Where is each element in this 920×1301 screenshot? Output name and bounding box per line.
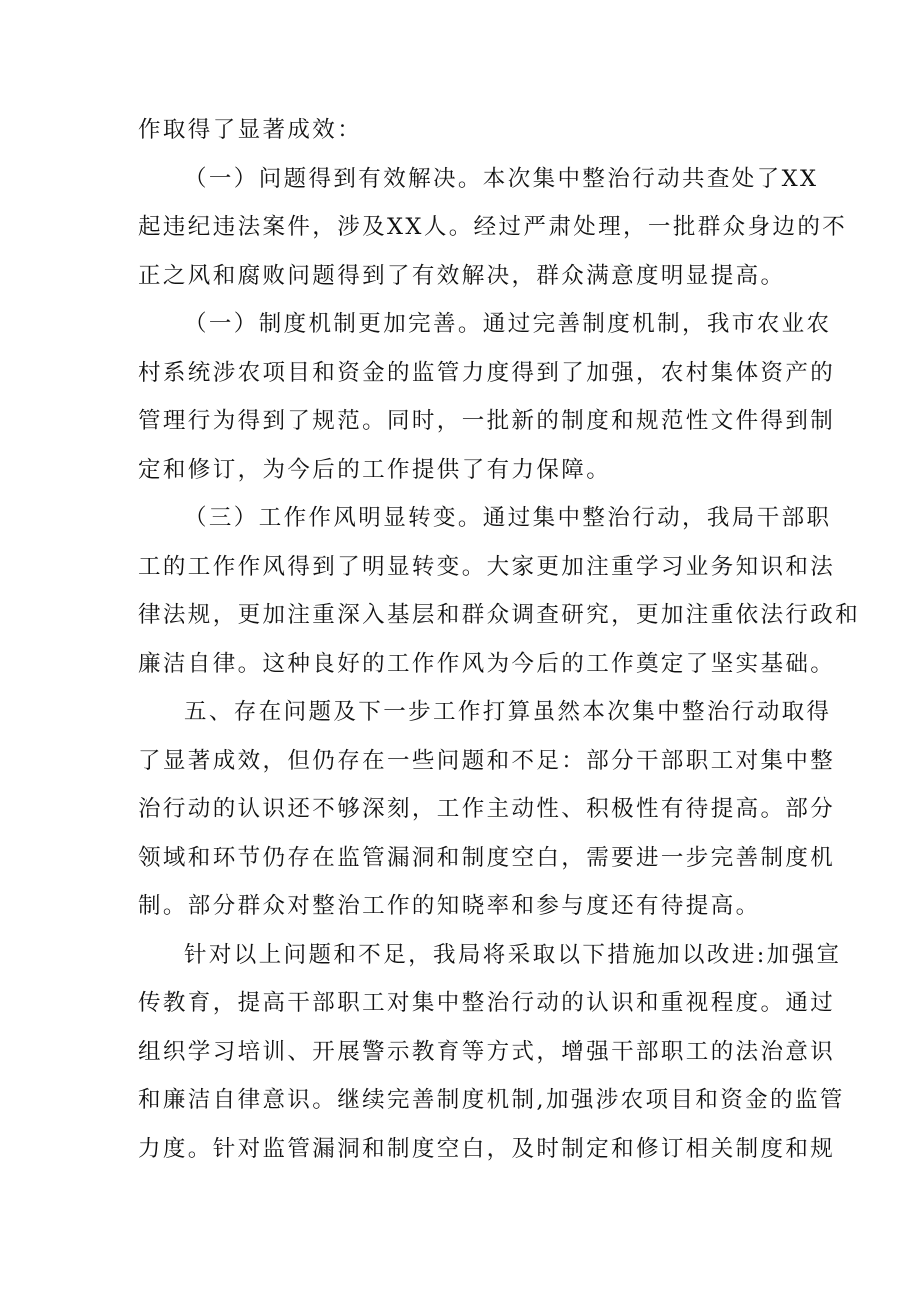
text-line: （三）工作作风明显转变。通过集中整治行动，我局干部职 [184, 505, 832, 531]
text-line: 管理行为得到了规范。同时，一批新的制度和规范性文件得到制 [138, 408, 836, 434]
text-line: （一）问题得到有效解决。本次集中整治行动共查处了XX [184, 165, 819, 192]
text-line: 组织学习培训、开展警示教育等方式，增强干部职工的法治意识 [138, 1038, 836, 1065]
text-line: 村系统涉农项目和资金的监管力度得到了加强，农村集体资产的 [138, 359, 836, 386]
text-line: 了显著成效，但仍存在一些问题和不足：部分干部职工对集中整 [138, 747, 836, 774]
text-line: 律法规，更加注重深入基层和群众调查研究，更加注重依法行政和 [138, 602, 861, 628]
text-line: 五、存在问题及下一步工作打算虽然本次集中整治行动取得 [184, 699, 832, 725]
text-line: （一）制度机制更加完善。通过完善制度机制，我市农业农 [184, 311, 832, 337]
text-line: 定和修订，为今后的工作提供了有力保障。 [138, 456, 612, 483]
text-line: 针对以上问题和不足，我局将采取以下措施加以改进:加强宣 [184, 941, 842, 968]
text-line: 作取得了显著成效： [138, 117, 363, 143]
text-line: 传教育，提高干部职工对集中整治行动的认识和重视程度。通过 [138, 990, 836, 1016]
text-line: 力度。针对监管漏洞和制度空白，及时制定和修订相关制度和规 [138, 1135, 836, 1162]
text-line: 正之风和腐败问题得到了有效解决，群众满意度明显提高。 [138, 262, 786, 289]
text-line: 和廉洁自律意识。继续完善制度机制,加强涉农项目和资金的监管 [138, 1087, 845, 1113]
text-line: 制。部分群众对整治工作的知晓率和参与度还有待提高。 [138, 893, 761, 919]
text-line: 起违纪违法案件，涉及XX人。经过严肃处理，一批群众身边的不 [138, 214, 848, 240]
text-line: 治行动的认识还不够深刻，工作主动性、积极性有待提高。部分 [138, 796, 836, 822]
text-line: 领域和环节仍存在监管漏洞和制度空白，需要进一步完善制度机 [138, 844, 836, 871]
text-line: 廉洁自律。这种良好的工作作风为今后的工作奠定了坚实基础。 [138, 650, 836, 677]
text-line: 工的工作作风得到了明显转变。大家更加注重学习业务知识和法 [138, 553, 836, 580]
document-body [138, 106, 861, 1173]
